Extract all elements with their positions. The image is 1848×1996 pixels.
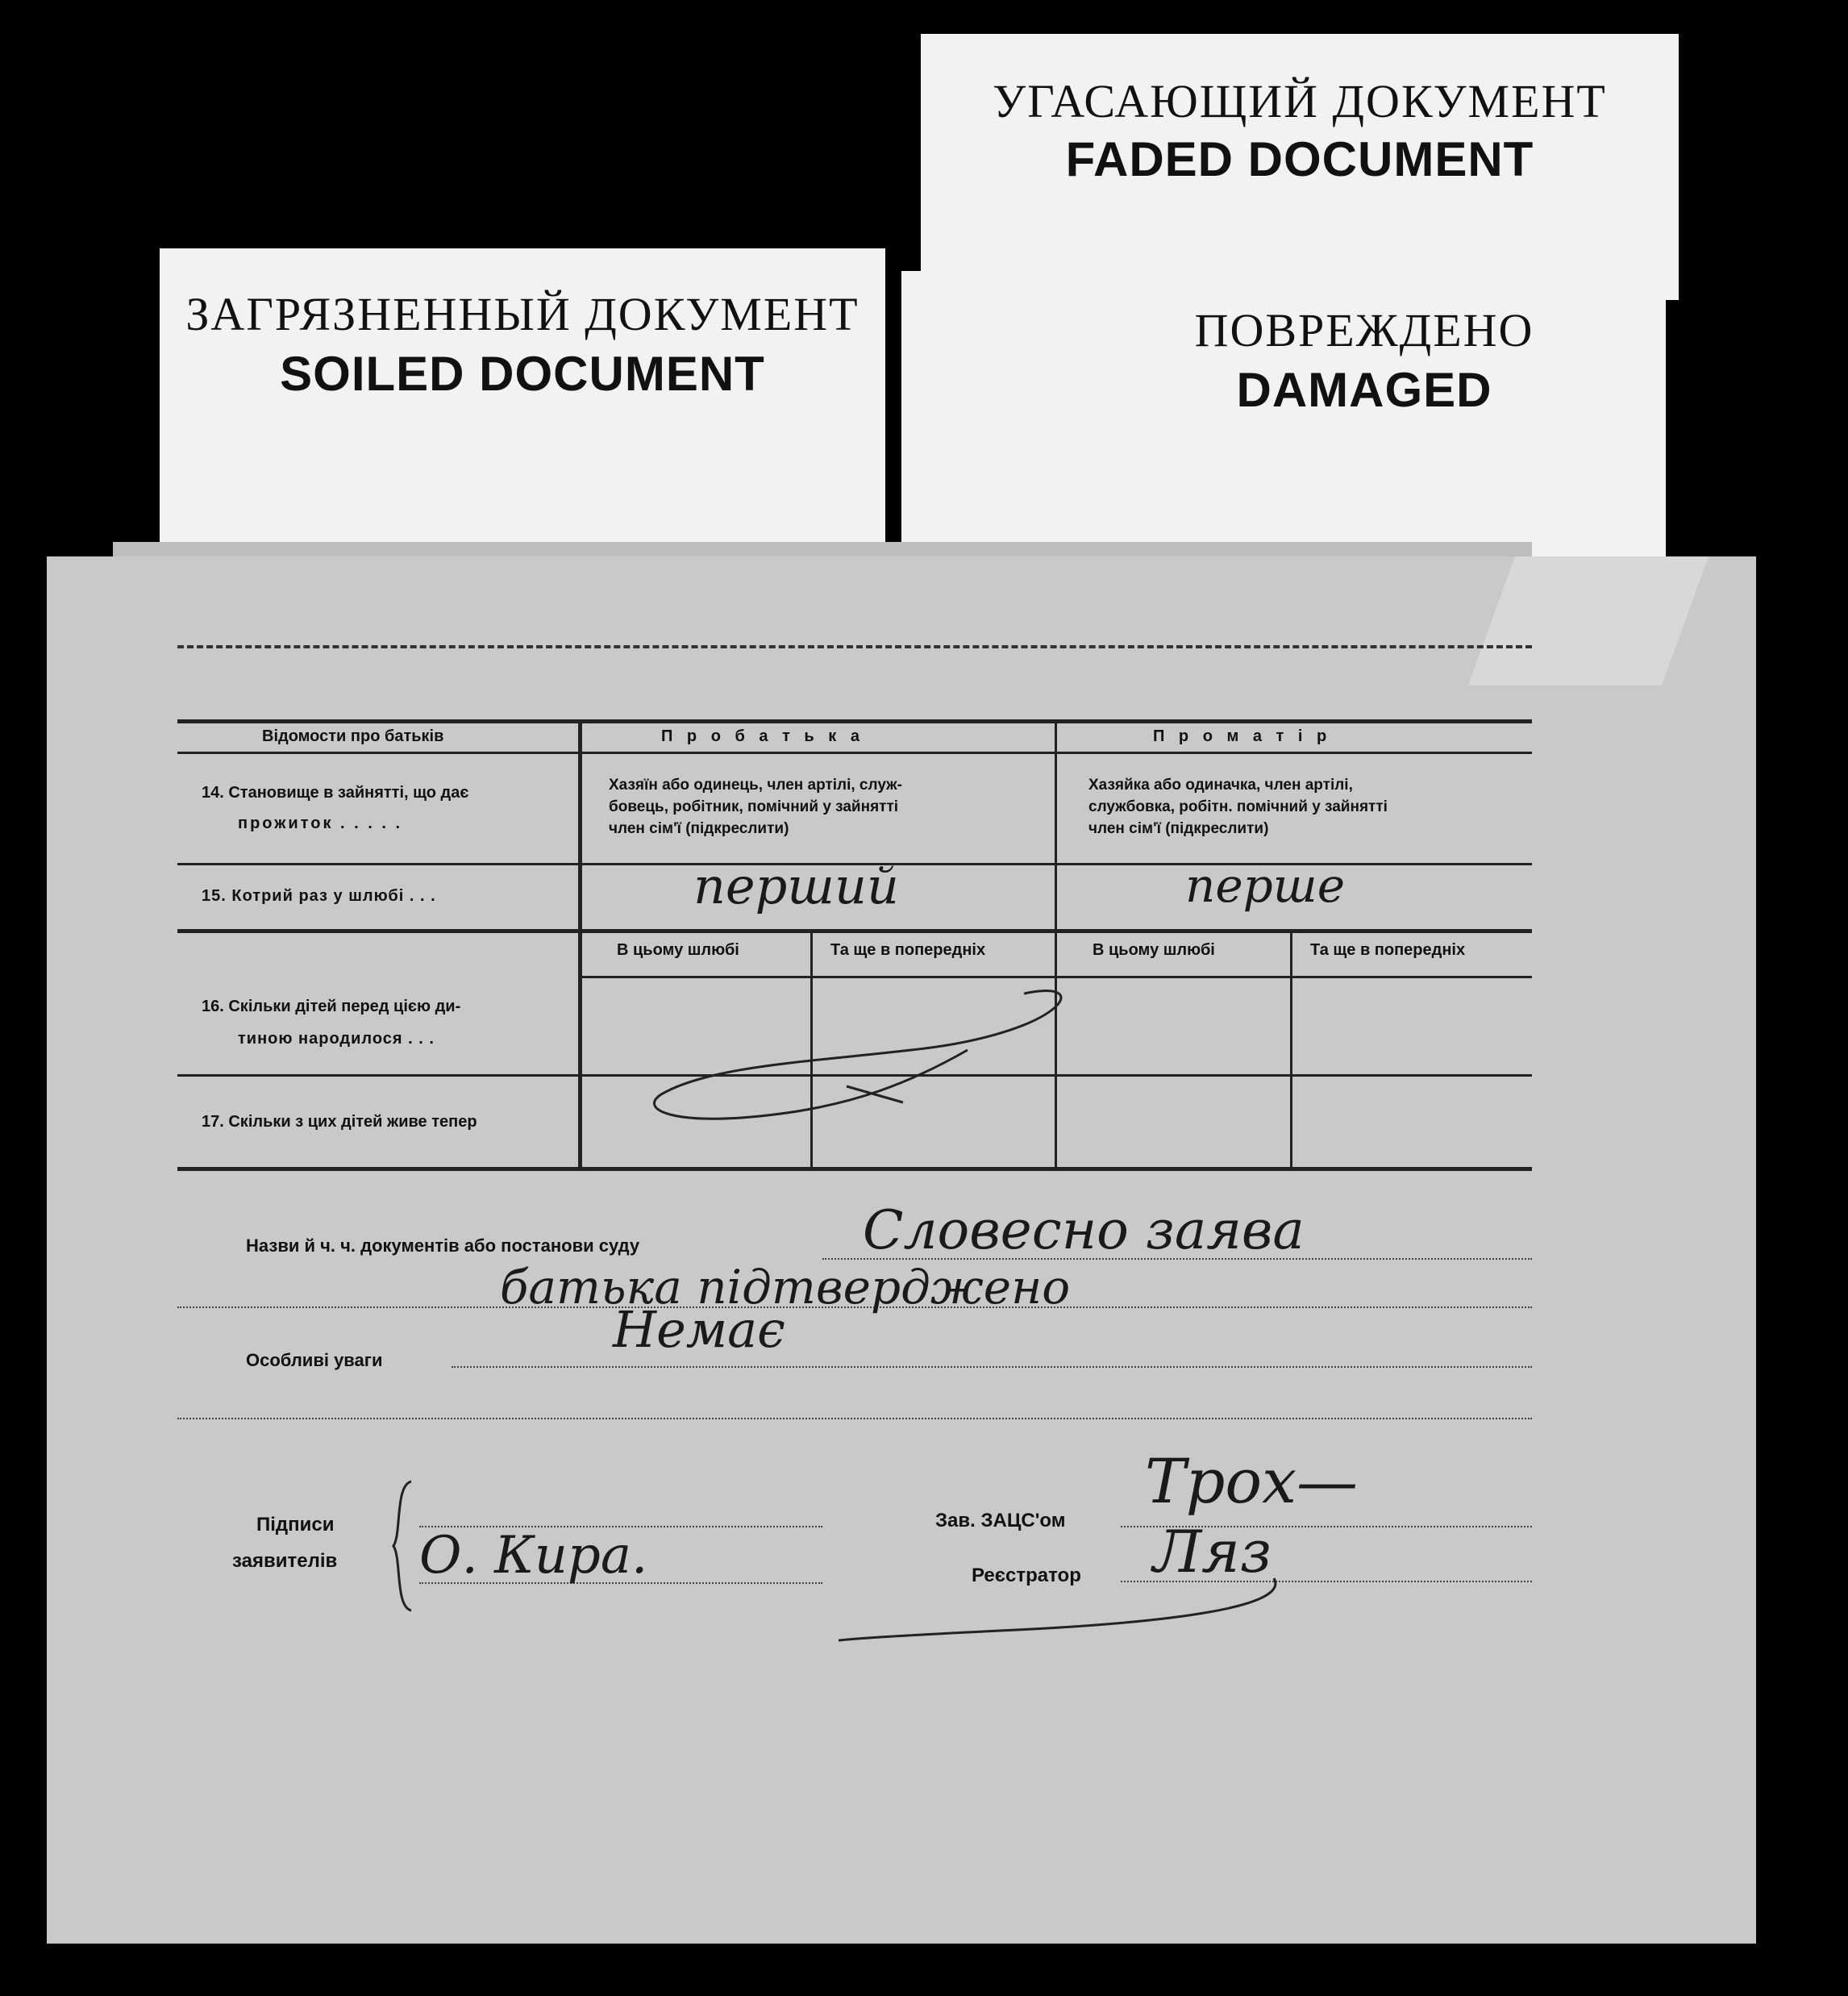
registrar-signature: Ляз <box>1153 1518 1272 1586</box>
row15-father-value: перший <box>693 856 899 915</box>
table-top-rule <box>177 719 1532 723</box>
subheader-mother-this-marriage: В цьому шлюбі <box>1093 941 1215 959</box>
col-divider-1 <box>578 719 582 1167</box>
row17-label: 17. Скільки з цих дітей живе тепер <box>202 1113 477 1131</box>
header-about-mother: П р о м а т і р <box>1153 727 1332 745</box>
notes-line-2 <box>177 1418 1532 1419</box>
subheader-father-this-marriage: В цьому шлюбі <box>617 941 739 959</box>
row15-rule <box>177 929 1532 933</box>
documents-label: Назви й ч. ч. документів або постанови суду <box>246 1236 640 1256</box>
registrar-signature-tail <box>839 1574 1290 1647</box>
signatures-brace <box>387 1477 419 1615</box>
subheader-father-previous: Та ще в попередніх <box>830 941 986 959</box>
subheader-mother-previous: Та ще в попередніх <box>1310 941 1466 959</box>
applicant-signature: О. Кира. <box>419 1526 648 1586</box>
damaged-label <box>901 271 1666 569</box>
header-rule <box>177 752 1532 754</box>
row14-label-1: 14. Становище в зайнятті, що дає <box>202 784 469 802</box>
faded-label-ru: УГАСАЮЩИЙ ДОКУМЕНТ <box>993 75 1607 127</box>
notes-value: Немає <box>613 1300 785 1359</box>
signatures-label-1: Підписи <box>256 1514 335 1536</box>
notes-line-1 <box>452 1366 1532 1368</box>
row14-father-line1: Хазяїн або одинець, член артілі, служ- <box>609 777 902 794</box>
tear-dashed-line <box>177 645 1532 648</box>
row16-label-1: 16. Скільки дітей перед цією ди- <box>202 998 461 1015</box>
header-parents-info: Відомости про батьків <box>262 727 444 745</box>
strike-through-flourish <box>645 961 1097 1123</box>
signatures-label-2: заявителів <box>232 1550 338 1572</box>
head-signature: Трох— <box>1145 1445 1358 1517</box>
header-about-father: П р о б а т ь к а <box>661 727 864 745</box>
soiled-label-ru: ЗАГРЯЗНЕННЫЙ ДОКУМЕНТ <box>185 288 859 340</box>
row14-mother-line2: службовка, робітн. помічний у зайнятті <box>1088 798 1388 815</box>
row14-father-line3: член сім'ї (підкреслити) <box>609 820 789 837</box>
table-bottom-rule <box>177 1167 1532 1171</box>
row16-label-2: тиною народилося . . . <box>238 1030 435 1048</box>
notes-label: Особливі уваги <box>246 1350 383 1370</box>
soiled-label-en: SOILED DOCUMENT <box>280 347 765 401</box>
faded-label-en: FADED DOCUMENT <box>1065 132 1534 186</box>
row14-father-line2: бовець, робітник, помічний у зайнятті <box>609 798 899 815</box>
col-divider-4 <box>1290 929 1292 1167</box>
row14-father-options <box>609 774 902 840</box>
damaged-label-en: DAMAGED <box>1236 363 1492 417</box>
documents-value-2: батька підтверджено <box>500 1260 1071 1315</box>
row14-label-2: прожиток . . . . . <box>238 815 403 832</box>
row14-mother-line1: Хазяйка або одиначка, член артілі, <box>1088 777 1353 794</box>
head-zags-label: Зав. ЗАЦС'ом <box>935 1510 1066 1531</box>
parents-table <box>177 719 1532 1171</box>
row15-mother-value: перше <box>1185 858 1346 913</box>
faded-document-label <box>921 34 1679 300</box>
row15-label: 15. Котрий раз у шлюбі . . . <box>202 887 436 905</box>
row14-mother-line3: член сім'ї (підкреслити) <box>1088 820 1269 837</box>
documents-value-1: Словесно заява <box>863 1199 1305 1261</box>
damaged-label-ru: ПОВРЕЖДЕНО <box>1194 304 1534 356</box>
row14-mother-options <box>1088 774 1388 840</box>
registrar-label: Реєстратор <box>972 1565 1081 1586</box>
